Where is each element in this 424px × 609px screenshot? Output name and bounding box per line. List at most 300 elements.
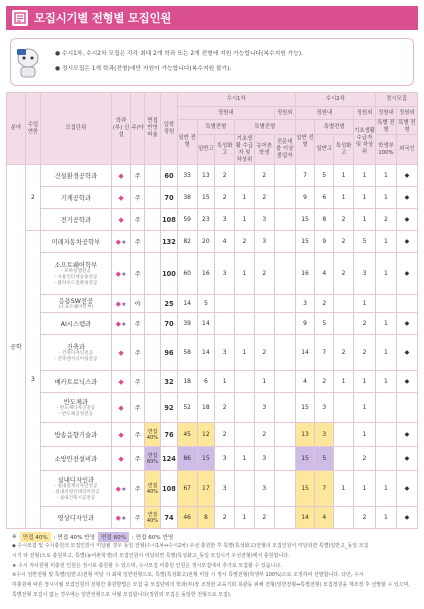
eval-cell: [144, 187, 161, 209]
value-cell: 2: [254, 507, 274, 529]
dept-cell: [41, 253, 112, 295]
daynight-cell: 주: [131, 393, 144, 423]
header-s2-in: 정원내: [295, 107, 353, 120]
dept-sub: - 실내설계디자인전공: [54, 484, 98, 489]
dept-name: 실내디자인과: [57, 477, 95, 484]
value-cell: 3: [215, 335, 235, 371]
dept-cell: [41, 231, 112, 253]
value-cell: 2: [334, 335, 354, 371]
value-cell: 2: [353, 335, 375, 371]
footnote-6: 특별전형 모집이 없는 경우에는 일반전형으로 이월 모집합니다(정원외 모집은 동일한 전형으로 모집).: [12, 591, 232, 598]
header-eval: 면접 반영 비율: [144, 93, 161, 165]
eval-cell: 면접 40%: [144, 507, 161, 529]
diamond-icon: ◆: [118, 171, 124, 180]
value-cell: 38: [177, 187, 197, 209]
value-cell: 3: [215, 209, 235, 231]
value-cell: 7: [295, 165, 315, 187]
value-cell: [334, 393, 354, 423]
value-cell: 15: [197, 187, 215, 209]
header-r-special-out: 특별 전형: [398, 120, 416, 133]
value-cell: 3: [215, 447, 235, 471]
quota-cell: 132: [161, 231, 178, 253]
mark-cell: [111, 423, 131, 447]
table-row: [7, 371, 418, 393]
value-cell: 9: [315, 231, 334, 253]
value-cell: 2: [254, 187, 274, 209]
value-cell: 1: [235, 335, 255, 371]
value-cell: [274, 393, 295, 423]
header-quota: 입학정원: [161, 93, 178, 165]
dept-cell: [41, 335, 112, 371]
value-cell: 58: [177, 335, 197, 371]
value-cell: 8: [197, 507, 215, 529]
daynight-cell: 주: [131, 253, 144, 295]
value-cell: 1: [376, 471, 397, 507]
value-cell: 13: [295, 423, 315, 447]
value-cell: 15: [197, 447, 215, 471]
dept-cell: [41, 187, 112, 209]
value-cell: 15: [295, 209, 315, 231]
value-cell: 1: [353, 393, 375, 423]
value-cell: 4: [295, 371, 315, 393]
value-cell: 14: [177, 295, 197, 313]
value-cell: [396, 393, 417, 423]
mark-cell: [111, 393, 131, 423]
value-cell: [254, 313, 274, 335]
notice-line-1: ● 수시1차, 수시2차 모집은 각각 최대 2개 학과 또는 2개 전형에 지원 가능합니다(복수지원 가능).: [55, 51, 303, 57]
value-cell: 1: [376, 253, 397, 295]
value-cell: [396, 295, 417, 313]
value-cell: [235, 313, 255, 335]
value-cell: 15: [295, 471, 315, 507]
value-cell: 1: [353, 423, 375, 447]
header-s2-gen: 일반 전형: [295, 120, 315, 165]
eval-cell: 면접 40%: [144, 471, 161, 507]
notice-box: [10, 38, 414, 86]
quota-cell: 76: [161, 423, 178, 447]
value-cell: 14: [295, 507, 315, 529]
value-cell: [274, 209, 295, 231]
value-cell: ◆: [396, 471, 417, 507]
dept-cell: [41, 507, 112, 529]
dept-name: 방송음향기술과: [54, 432, 98, 439]
value-cell: 17: [197, 471, 215, 507]
value-cell: [274, 507, 295, 529]
value-cell: [254, 295, 274, 313]
value-cell: 1: [376, 313, 397, 335]
table-row: [7, 393, 418, 423]
dept-sub: - 건축엔지니어링전공: [54, 357, 98, 362]
diamond-icon: ◆: [118, 193, 124, 202]
header-period: 수업연한: [25, 93, 40, 165]
value-cell: [274, 295, 295, 313]
mark-cell: [111, 471, 131, 507]
mark-cell: [111, 209, 131, 231]
eval-cell: [144, 231, 161, 253]
eval-cell: [144, 165, 161, 187]
diamond-icon: ◆: [115, 484, 122, 493]
value-cell: [274, 447, 295, 471]
value-cell: [334, 295, 354, 313]
value-cell: 3: [353, 253, 375, 295]
dept-name: 소프트웨어학부: [54, 262, 98, 269]
value-cell: 1: [235, 187, 255, 209]
dept-sub: - 반도체디자인전공: [56, 406, 96, 411]
table-row: [7, 313, 418, 335]
mark-cell: [111, 447, 131, 471]
daynight-cell: 주: [131, 231, 144, 253]
value-cell: [274, 471, 295, 507]
table-row: [7, 507, 418, 529]
value-cell: 2: [353, 313, 375, 335]
header-s2-grad: 일반고: [315, 135, 334, 165]
value-cell: 1: [235, 507, 255, 529]
header-s1-agri: 농어촌 학생: [254, 135, 274, 165]
header-s1-overseas: 전문대졸 이상 졸업자: [274, 135, 295, 165]
header-s2-out: 정원외: [353, 107, 375, 120]
value-cell: 1: [334, 165, 354, 187]
value-cell: 3: [254, 471, 274, 507]
eval-cell: [144, 209, 161, 231]
diamond-icon: ◆: [115, 319, 122, 328]
value-cell: 3: [254, 447, 274, 471]
footnote-5: 미충원에 따른 정시이월 모집인원의 전형간 충원방법은 모집 중 모집단위의 학과(부)장 조정한 교육기회 목광등 위해 전형(일반전형↔특별전형) 모집정원을 재조정 후 선발할 수 있으며,: [12, 582, 410, 589]
dept-cell: [41, 423, 112, 447]
value-cell: 46: [177, 507, 197, 529]
value-cell: [376, 393, 397, 423]
eval-cell: [144, 335, 161, 371]
header-regular: 정시모집: [376, 93, 418, 107]
value-cell: [215, 295, 235, 313]
value-cell: 1: [254, 371, 274, 393]
dept-cell: [41, 165, 112, 187]
value-cell: 1: [235, 209, 255, 231]
value-cell: 2: [334, 253, 354, 295]
mark-cell: [111, 335, 131, 371]
value-cell: 2: [215, 393, 235, 423]
dept-sub: - 실내리빙인테리어전공: [52, 490, 100, 495]
value-cell: 13: [197, 165, 215, 187]
value-cell: 33: [177, 165, 197, 187]
value-cell: 1: [353, 295, 375, 313]
diamond-icon: ◆: [115, 269, 122, 278]
table-row: [7, 335, 418, 371]
value-cell: [274, 253, 295, 295]
legend-prefix: ※: [12, 534, 17, 540]
value-cell: 52: [177, 393, 197, 423]
value-cell: 5: [197, 295, 215, 313]
header-s1-specialist: 특성화고: [215, 135, 235, 165]
value-cell: 1: [334, 187, 354, 209]
value-cell: [274, 423, 295, 447]
value-cell: 2: [254, 253, 274, 295]
value-cell: 1: [353, 187, 375, 209]
value-cell: 2: [334, 231, 354, 253]
header-s2-special: 특별전형: [315, 120, 354, 135]
value-cell: 1: [376, 165, 397, 187]
value-cell: ◆: [396, 253, 417, 295]
value-cell: [274, 165, 295, 187]
diamond-icon: ◆: [118, 348, 124, 357]
star-icon: ★: [121, 514, 127, 522]
dept-name: AI시스템과: [60, 321, 92, 328]
header-s1-voc: 기초생활 수급자 및 차상위: [235, 135, 254, 163]
dept-sub: - 사물인터넷응용전공: [54, 275, 98, 280]
value-cell: 7: [315, 471, 334, 507]
value-cell: 1: [376, 187, 397, 209]
value-cell: 18: [177, 371, 197, 393]
header-major: 학과(부) 신설: [111, 93, 131, 165]
table-row: [7, 295, 418, 313]
eval-cell: [144, 393, 161, 423]
footnote-1: ◆ 수시모집 및 수시충원의 모집인원이 미달될 경우 동일 전형(수시1차↔수시2차) 우선 충원한 후 특별(특성화고)전형의 모집인원이 미달되면 특별(일반고_동일 모집: [12, 543, 369, 549]
value-cell: 2: [353, 447, 375, 471]
dept-sub: - 모바일앱전공: [61, 269, 91, 274]
dept-cell: [41, 313, 112, 335]
value-cell: 2: [334, 209, 354, 231]
value-cell: [274, 371, 295, 393]
value-cell: [235, 371, 255, 393]
value-cell: ◆: [396, 187, 417, 209]
value-cell: 16: [197, 253, 215, 295]
value-cell: ◆: [396, 335, 417, 371]
value-cell: 1: [353, 371, 375, 393]
diamond-icon: ◆: [115, 299, 122, 308]
value-cell: ◆: [396, 423, 417, 447]
value-cell: ◆: [396, 165, 417, 187]
daynight-cell: 주: [131, 313, 144, 335]
dept-sub: (소프트웨어학부): [58, 305, 94, 310]
value-cell: 45: [177, 423, 197, 447]
footnote-2: 시기 타 전형)으로 충원하고, 특별(농어촌학생)의 모집인원이 미달되면 특별(특성화고_동일 모집시기 우선전형)에서 충원합니다.: [12, 552, 290, 559]
table-row: [7, 231, 418, 253]
value-cell: [334, 507, 354, 529]
star-icon: ★: [121, 485, 127, 493]
eval-cell: [144, 371, 161, 393]
table-row: [7, 209, 418, 231]
period-cell: 2: [25, 165, 40, 231]
value-cell: ◆: [396, 313, 417, 335]
header-dept: 모집단위: [41, 93, 112, 165]
dept-sub: - 반도체공정전공: [58, 412, 93, 417]
table-row: [7, 165, 418, 187]
value-cell: 15: [295, 393, 315, 423]
header-susi2: 수시2차: [295, 93, 375, 107]
value-cell: 59: [177, 209, 197, 231]
dept-name: 소방안전설비과: [54, 456, 98, 463]
header-daynight: 주/야: [131, 93, 144, 165]
daynight-cell: 주: [131, 371, 144, 393]
value-cell: [334, 313, 354, 335]
header-r-out: 정원외: [396, 107, 417, 120]
value-cell: 16: [295, 253, 315, 295]
quota-cell: 70: [161, 313, 178, 335]
value-cell: 14: [197, 313, 215, 335]
table-row: [7, 253, 418, 295]
page-title: 모집시기별 전형별 모집인원: [34, 11, 172, 25]
mark-cell: [111, 371, 131, 393]
daynight-cell: 주: [131, 471, 144, 507]
daynight-cell: 주: [131, 165, 144, 187]
dept-name: 기계공학과: [60, 195, 92, 202]
diamond-icon: ◆: [118, 454, 124, 463]
diamond-icon: ◆: [115, 237, 122, 246]
value-cell: ◆: [396, 447, 417, 471]
diamond-icon: ◆: [118, 430, 124, 439]
mark-cell: [111, 507, 131, 529]
value-cell: 6: [315, 187, 334, 209]
value-cell: 1: [353, 471, 375, 507]
value-cell: 4: [315, 507, 334, 529]
value-cell: 8: [315, 209, 334, 231]
value-cell: [376, 447, 397, 471]
star-icon: ★: [121, 238, 127, 246]
value-cell: 14: [295, 335, 315, 371]
value-cell: 9: [295, 187, 315, 209]
value-cell: 1: [353, 165, 375, 187]
diamond-icon: ◆: [118, 215, 124, 224]
value-cell: 18: [197, 393, 215, 423]
mark-cell: [111, 231, 131, 253]
value-cell: 1: [353, 209, 375, 231]
diamond-icon: ◆: [118, 403, 124, 412]
value-cell: 3: [315, 393, 334, 423]
value-cell: 1: [376, 507, 397, 529]
document-icon: [12, 10, 28, 26]
quota-cell: 108: [161, 209, 178, 231]
quota-table: [6, 92, 418, 529]
value-cell: 2: [254, 165, 274, 187]
header-s1-grad: 일반고: [197, 135, 215, 165]
table-row: [7, 187, 418, 209]
value-cell: 1: [376, 335, 397, 371]
value-cell: 5: [315, 447, 334, 471]
value-cell: 3: [254, 231, 274, 253]
value-cell: 4: [215, 231, 235, 253]
dept-cell: [41, 295, 112, 313]
dept-cell: [41, 393, 112, 423]
value-cell: [334, 423, 354, 447]
quota-cell: 60: [161, 165, 178, 187]
value-cell: [274, 335, 295, 371]
value-cell: 9: [295, 313, 315, 335]
notice-line-2: ● 정시모집은 1개 학과(전형)에만 지원이 가능합니다(복수지원 불가).: [55, 66, 232, 72]
quota-cell: 124: [161, 447, 178, 471]
value-cell: 60: [177, 253, 197, 295]
quota-cell: 108: [161, 471, 178, 507]
daynight-cell: 주: [131, 335, 144, 371]
value-cell: [235, 165, 255, 187]
value-cell: 3: [295, 295, 315, 313]
value-cell: [235, 393, 255, 423]
value-cell: 5: [353, 231, 375, 253]
mark-cell: [111, 313, 131, 335]
legend-purple-desc: : 면접 60% 반영: [132, 535, 174, 541]
value-cell: 82: [177, 231, 197, 253]
diamond-icon: ◆: [115, 513, 122, 522]
quota-cell: 25: [161, 295, 178, 313]
header-r-foreign: 외국인: [396, 135, 417, 165]
value-cell: [274, 231, 295, 253]
value-cell: 4: [315, 253, 334, 295]
eval-cell: 면접 40%: [144, 423, 161, 447]
dept-cell: [41, 471, 112, 507]
daynight-cell: 주: [131, 187, 144, 209]
quota-cell: 92: [161, 393, 178, 423]
dept-name: 미래자동차공학부: [51, 239, 101, 246]
value-cell: 1: [376, 371, 397, 393]
legend-purple-swatch: 면접 60%: [98, 532, 129, 542]
header-s1-in: 정원내: [177, 107, 274, 120]
value-cell: 3: [215, 471, 235, 507]
eval-cell: [144, 313, 161, 335]
value-cell: 15: [295, 231, 315, 253]
dept-sub: - 건축디자인전공: [58, 351, 93, 356]
mark-cell: [111, 165, 131, 187]
value-cell: 1: [376, 231, 397, 253]
daynight-cell: 주: [131, 507, 144, 529]
quota-cell: 70: [161, 187, 178, 209]
dept-name: 건축과: [66, 344, 86, 351]
header-susi1: 수시1차: [177, 93, 295, 107]
value-cell: 86: [177, 447, 197, 471]
value-cell: [274, 187, 295, 209]
quota-cell: 100: [161, 253, 178, 295]
value-cell: [376, 295, 397, 313]
period-cell: 3: [25, 231, 40, 529]
value-cell: 39: [177, 313, 197, 335]
header-r-special: 특별 전형: [377, 120, 395, 133]
value-cell: 2: [215, 507, 235, 529]
header-field: 분야: [7, 93, 26, 165]
value-cell: 5: [315, 165, 334, 187]
dept-cell: [41, 371, 112, 393]
value-cell: 2: [215, 423, 235, 447]
value-cell: 20: [197, 231, 215, 253]
dept-sub: - 클라우드컴퓨팅전공: [54, 281, 98, 286]
dept-cell: [41, 209, 112, 231]
daynight-cell: 주: [131, 447, 144, 471]
legend-yellow-desc: : 면접 40% 반영: [53, 535, 95, 541]
value-cell: [215, 313, 235, 335]
header-s2-voc: 기초생활 수급자 및 차상위: [353, 120, 375, 165]
dept-name: 메카트로닉스과: [54, 379, 98, 386]
value-cell: [235, 471, 255, 507]
mark-cell: [111, 253, 131, 295]
header-s1-out: 정원외: [274, 107, 295, 120]
value-cell: 2: [235, 231, 255, 253]
header-s1-gen: 일반 전형: [177, 120, 197, 165]
value-cell: 3: [215, 253, 235, 295]
star-icon: ★: [121, 270, 127, 278]
daynight-cell: 주: [131, 209, 144, 231]
value-cell: 12: [197, 423, 215, 447]
value-cell: 3: [254, 209, 274, 231]
diamond-icon: ◆: [118, 377, 124, 386]
value-cell: 1: [215, 371, 235, 393]
daynight-cell: 야: [131, 295, 144, 313]
value-cell: 2: [376, 209, 397, 231]
mark-cell: [111, 187, 131, 209]
dept-name: 영상디자인과: [57, 515, 95, 522]
value-cell: 23: [197, 209, 215, 231]
footnotes: [12, 542, 416, 601]
header-r-in: 정원내: [376, 107, 397, 120]
value-cell: 3: [254, 393, 274, 423]
value-cell: ◆: [396, 507, 417, 529]
daynight-cell: 주: [131, 423, 144, 447]
dept-name: 반도체과: [63, 399, 89, 406]
